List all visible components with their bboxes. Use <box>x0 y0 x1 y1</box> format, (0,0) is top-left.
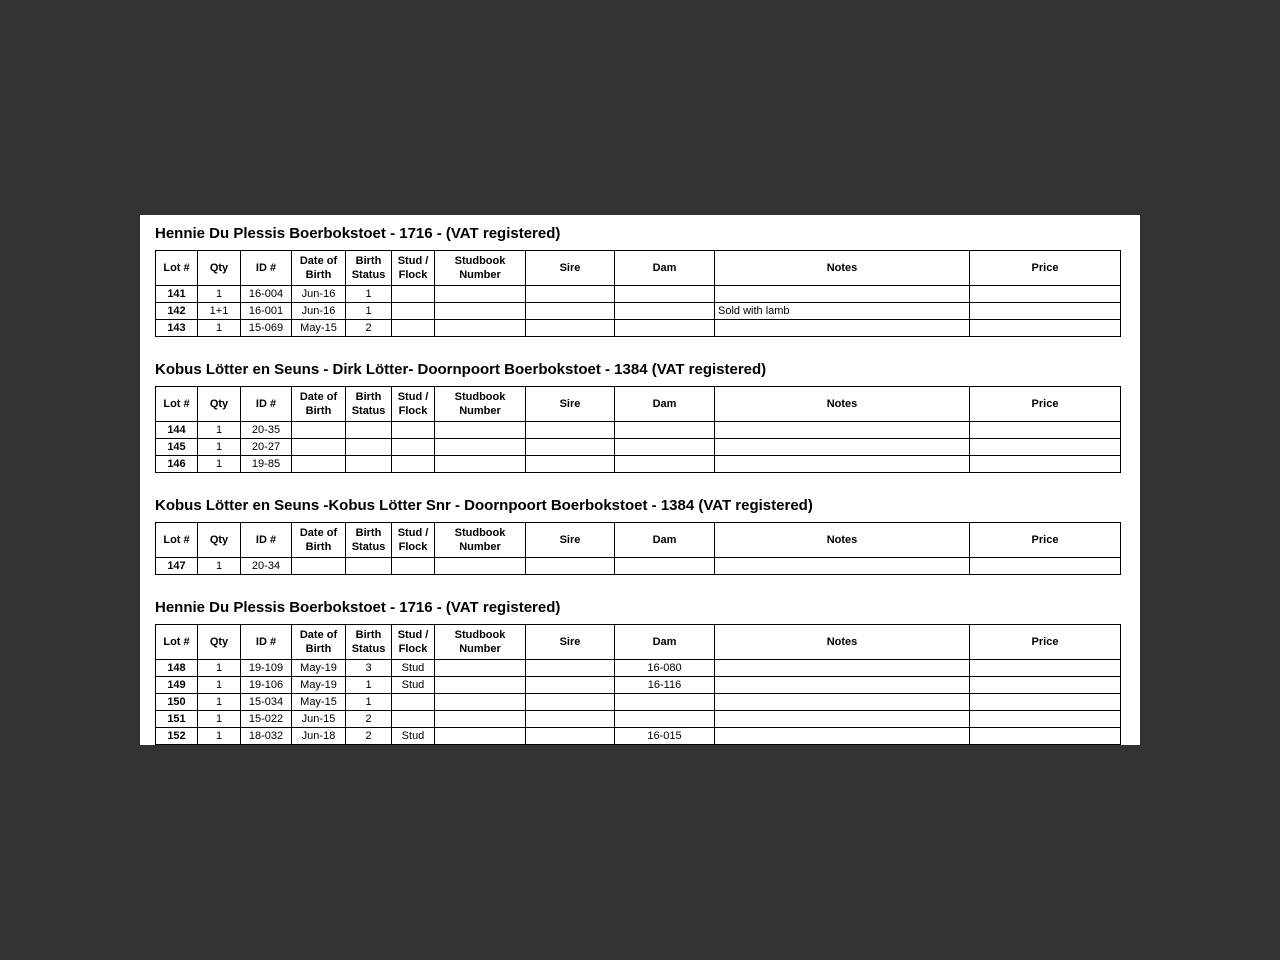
cell-lot: 142 <box>156 303 198 320</box>
column-header-notes: Notes <box>715 387 970 422</box>
cell-qty: 1 <box>198 558 241 575</box>
table-row <box>156 439 1121 456</box>
column-header-qty: Qty <box>198 387 241 422</box>
column-header-qty: Qty <box>198 251 241 286</box>
cell-price <box>970 558 1121 575</box>
column-header-qty: Qty <box>198 625 241 660</box>
column-header-stud_flock: Stud / Flock <box>392 625 435 660</box>
column-header-id: ID # <box>241 523 292 558</box>
cell-date_of_birth: Jun-16 <box>292 303 346 320</box>
cell-id: 19-106 <box>241 677 292 694</box>
cell-lot: 150 <box>156 694 198 711</box>
cell-price <box>970 422 1121 439</box>
cell-date_of_birth <box>292 439 346 456</box>
cell-date_of_birth <box>292 422 346 439</box>
cell-birth_status <box>346 456 392 473</box>
column-header-date_of_birth: Date of Birth <box>292 251 346 286</box>
cell-stud_flock <box>392 456 435 473</box>
cell-dam <box>615 456 715 473</box>
table-row <box>156 286 1121 303</box>
cell-id: 15-069 <box>241 320 292 337</box>
cell-studbook_number <box>435 711 526 728</box>
table-row <box>156 660 1121 677</box>
cell-qty: 1 <box>198 711 241 728</box>
cell-studbook_number <box>435 660 526 677</box>
column-header-id: ID # <box>241 387 292 422</box>
cell-stud_flock <box>392 422 435 439</box>
cell-dam <box>615 286 715 303</box>
column-header-sire: Sire <box>526 625 615 660</box>
cell-qty: 1 <box>198 286 241 303</box>
cell-date_of_birth: Jun-18 <box>292 728 346 745</box>
column-header-birth_status: Birth Status <box>346 625 392 660</box>
section-heading: Hennie Du Plessis Boerbokstoet - 1716 - (VAT registered) <box>155 225 561 242</box>
cell-notes: Sold with lamb <box>715 303 970 320</box>
catalog-section <box>155 225 1120 337</box>
column-header-stud_flock: Stud / Flock <box>392 387 435 422</box>
cell-dam <box>615 439 715 456</box>
cell-dam: 16-116 <box>615 677 715 694</box>
column-header-lot: Lot # <box>156 251 198 286</box>
cell-notes <box>715 320 970 337</box>
cell-qty: 1 <box>198 660 241 677</box>
lot-table <box>155 386 1121 473</box>
catalog-section <box>155 497 1120 575</box>
cell-sire <box>526 286 615 303</box>
cell-sire <box>526 711 615 728</box>
catalog-section <box>155 599 1120 745</box>
cell-id: 15-034 <box>241 694 292 711</box>
cell-qty: 1 <box>198 422 241 439</box>
table-row <box>156 303 1121 320</box>
cell-notes <box>715 694 970 711</box>
column-header-lot: Lot # <box>156 625 198 660</box>
cell-id: 16-001 <box>241 303 292 320</box>
catalog-section <box>155 361 1120 473</box>
cell-stud_flock <box>392 558 435 575</box>
cell-price <box>970 439 1121 456</box>
column-header-id: ID # <box>241 251 292 286</box>
cell-notes <box>715 422 970 439</box>
cell-lot: 151 <box>156 711 198 728</box>
cell-id: 19-109 <box>241 660 292 677</box>
table-row <box>156 728 1121 745</box>
cell-lot: 149 <box>156 677 198 694</box>
column-header-studbook_number: Studbook Number <box>435 625 526 660</box>
column-header-sire: Sire <box>526 523 615 558</box>
cell-sire <box>526 320 615 337</box>
table-row <box>156 422 1121 439</box>
cell-lot: 144 <box>156 422 198 439</box>
cell-price <box>970 677 1121 694</box>
cell-stud_flock <box>392 320 435 337</box>
cell-notes <box>715 439 970 456</box>
cell-stud_flock <box>392 711 435 728</box>
cell-stud_flock <box>392 303 435 320</box>
cell-date_of_birth: May-19 <box>292 677 346 694</box>
cell-id: 18-032 <box>241 728 292 745</box>
column-header-price: Price <box>970 387 1121 422</box>
table-row <box>156 711 1121 728</box>
cell-date_of_birth: Jun-16 <box>292 286 346 303</box>
cell-dam: 16-015 <box>615 728 715 745</box>
cell-date_of_birth: May-15 <box>292 320 346 337</box>
cell-stud_flock <box>392 286 435 303</box>
header-row <box>156 387 1121 422</box>
section-heading: Hennie Du Plessis Boerbokstoet - 1716 - (VAT registered) <box>155 599 561 616</box>
column-header-price: Price <box>970 625 1121 660</box>
cell-date_of_birth: May-15 <box>292 694 346 711</box>
cell-studbook_number <box>435 677 526 694</box>
cell-dam <box>615 422 715 439</box>
column-header-dam: Dam <box>615 523 715 558</box>
cell-dam <box>615 320 715 337</box>
cell-sire <box>526 677 615 694</box>
cell-dam <box>615 694 715 711</box>
cell-stud_flock: Stud <box>392 677 435 694</box>
cell-sire <box>526 439 615 456</box>
cell-notes <box>715 660 970 677</box>
cell-studbook_number <box>435 456 526 473</box>
column-header-birth_status: Birth Status <box>346 251 392 286</box>
cell-date_of_birth: Jun-15 <box>292 711 346 728</box>
cell-birth_status: 1 <box>346 694 392 711</box>
document-paper <box>140 215 1140 745</box>
column-header-price: Price <box>970 523 1121 558</box>
column-header-date_of_birth: Date of Birth <box>292 523 346 558</box>
cell-birth_status: 2 <box>346 711 392 728</box>
cell-lot: 143 <box>156 320 198 337</box>
cell-birth_status <box>346 422 392 439</box>
cell-dam <box>615 558 715 575</box>
header-row <box>156 523 1121 558</box>
table-row <box>156 694 1121 711</box>
cell-studbook_number <box>435 303 526 320</box>
column-header-studbook_number: Studbook Number <box>435 251 526 286</box>
table-row <box>156 677 1121 694</box>
cell-sire <box>526 303 615 320</box>
column-header-birth_status: Birth Status <box>346 387 392 422</box>
cell-birth_status: 3 <box>346 660 392 677</box>
column-header-notes: Notes <box>715 251 970 286</box>
lot-table <box>155 250 1121 337</box>
table-row <box>156 558 1121 575</box>
cell-notes <box>715 456 970 473</box>
column-header-lot: Lot # <box>156 523 198 558</box>
column-header-lot: Lot # <box>156 387 198 422</box>
cell-lot: 141 <box>156 286 198 303</box>
column-header-qty: Qty <box>198 523 241 558</box>
cell-stud_flock: Stud <box>392 660 435 677</box>
cell-price <box>970 694 1121 711</box>
cell-date_of_birth <box>292 456 346 473</box>
cell-notes <box>715 677 970 694</box>
cell-price <box>970 286 1121 303</box>
lot-table <box>155 624 1121 745</box>
column-header-birth_status: Birth Status <box>346 523 392 558</box>
cell-price <box>970 303 1121 320</box>
cell-id: 16-004 <box>241 286 292 303</box>
column-header-studbook_number: Studbook Number <box>435 387 526 422</box>
cell-studbook_number <box>435 694 526 711</box>
column-header-stud_flock: Stud / Flock <box>392 523 435 558</box>
cell-sire <box>526 728 615 745</box>
table-row <box>156 320 1121 337</box>
cell-lot: 148 <box>156 660 198 677</box>
section-heading: Kobus Lötter en Seuns -Kobus Lötter Snr - Doornpoort Boerbokstoet - 1384 (VAT registered) <box>155 497 813 514</box>
cell-sire <box>526 694 615 711</box>
column-header-dam: Dam <box>615 251 715 286</box>
cell-price <box>970 728 1121 745</box>
cell-qty: 1 <box>198 439 241 456</box>
cell-date_of_birth: May-19 <box>292 660 346 677</box>
cell-studbook_number <box>435 558 526 575</box>
cell-qty: 1 <box>198 694 241 711</box>
column-header-sire: Sire <box>526 251 615 286</box>
header-row <box>156 251 1121 286</box>
cell-dam <box>615 303 715 320</box>
column-header-dam: Dam <box>615 625 715 660</box>
column-header-stud_flock: Stud / Flock <box>392 251 435 286</box>
cell-notes <box>715 286 970 303</box>
cell-qty: 1 <box>198 677 241 694</box>
column-header-studbook_number: Studbook Number <box>435 523 526 558</box>
column-header-notes: Notes <box>715 523 970 558</box>
column-header-id: ID # <box>241 625 292 660</box>
table-row <box>156 456 1121 473</box>
cell-price <box>970 711 1121 728</box>
cell-stud_flock <box>392 694 435 711</box>
column-header-date_of_birth: Date of Birth <box>292 625 346 660</box>
column-header-notes: Notes <box>715 625 970 660</box>
cell-qty: 1 <box>198 456 241 473</box>
cell-notes <box>715 728 970 745</box>
cell-notes <box>715 711 970 728</box>
cell-lot: 152 <box>156 728 198 745</box>
cell-dam <box>615 711 715 728</box>
cell-id: 15-022 <box>241 711 292 728</box>
cell-lot: 147 <box>156 558 198 575</box>
cell-id: 20-27 <box>241 439 292 456</box>
cell-qty: 1 <box>198 320 241 337</box>
cell-studbook_number <box>435 422 526 439</box>
cell-qty: 1+1 <box>198 303 241 320</box>
section-heading: Kobus Lötter en Seuns - Dirk Lötter- Doornpoort Boerbokstoet - 1384 (VAT registered) <box>155 361 767 378</box>
cell-sire <box>526 660 615 677</box>
cell-lot: 146 <box>156 456 198 473</box>
cell-sire <box>526 558 615 575</box>
lot-table <box>155 522 1121 575</box>
cell-stud_flock <box>392 439 435 456</box>
cell-studbook_number <box>435 320 526 337</box>
cell-birth_status: 2 <box>346 728 392 745</box>
cell-studbook_number <box>435 286 526 303</box>
cell-price <box>970 660 1121 677</box>
cell-birth_status <box>346 558 392 575</box>
header-row <box>156 625 1121 660</box>
cell-lot: 145 <box>156 439 198 456</box>
cell-id: 20-34 <box>241 558 292 575</box>
cell-studbook_number <box>435 728 526 745</box>
cell-id: 19-85 <box>241 456 292 473</box>
cell-dam: 16-080 <box>615 660 715 677</box>
cell-sire <box>526 456 615 473</box>
cell-price <box>970 320 1121 337</box>
cell-birth_status: 1 <box>346 286 392 303</box>
cell-notes <box>715 558 970 575</box>
cell-qty: 1 <box>198 728 241 745</box>
column-header-dam: Dam <box>615 387 715 422</box>
cell-birth_status: 2 <box>346 320 392 337</box>
cell-sire <box>526 422 615 439</box>
cell-stud_flock: Stud <box>392 728 435 745</box>
column-header-date_of_birth: Date of Birth <box>292 387 346 422</box>
cell-studbook_number <box>435 439 526 456</box>
cell-birth_status: 1 <box>346 303 392 320</box>
cell-id: 20-35 <box>241 422 292 439</box>
cell-birth_status <box>346 439 392 456</box>
column-header-price: Price <box>970 251 1121 286</box>
cell-date_of_birth <box>292 558 346 575</box>
column-header-sire: Sire <box>526 387 615 422</box>
cell-price <box>970 456 1121 473</box>
cell-birth_status: 1 <box>346 677 392 694</box>
